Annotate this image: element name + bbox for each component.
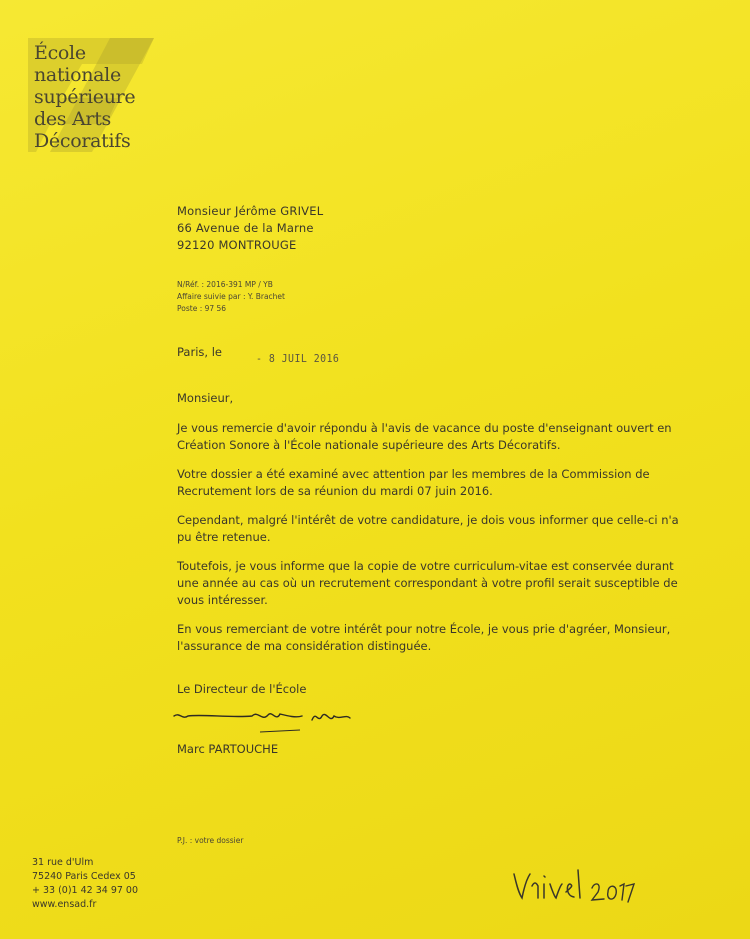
paragraph: Cependant, malgré l'intérêt de votre candidature, je dois vous informer que celle-ci n'a pu être retenue. xyxy=(177,513,679,544)
logo-line: Décoratifs xyxy=(34,130,131,152)
signature-mark xyxy=(172,700,362,734)
paragraph: Votre dossier a été examiné avec attention par les membres de la Commission de Recrutement lors de sa réunion du mardi 07 juin 2016. xyxy=(177,467,650,498)
footer-street: 31 rue d'Ulm xyxy=(32,857,94,868)
school-address xyxy=(32,856,138,912)
logo-line: des Arts xyxy=(34,108,111,130)
school-logo xyxy=(22,34,162,156)
footer-phone: + 33 (0)1 42 34 97 00 xyxy=(32,885,139,896)
footer-city: 75240 Paris Cedex 05 xyxy=(32,871,136,882)
reference-extension: Poste : 97 56 xyxy=(177,304,227,313)
recipient-city: 92120 MONTROUGE xyxy=(177,238,297,252)
logo-line: École xyxy=(34,42,86,64)
recipient-name: Monsieur Jérôme GRIVEL xyxy=(177,204,324,218)
reference-handler: Affaire suivie par : Y. Brachet xyxy=(177,292,285,301)
date-place: Paris, le xyxy=(177,345,222,359)
logo-text xyxy=(34,42,135,152)
handwritten-annotation xyxy=(508,864,638,908)
date-stamp: - 8 JUIL 2016 xyxy=(256,352,340,365)
salutation: Monsieur, xyxy=(177,391,234,405)
footer-web: www.ensad.fr xyxy=(32,899,97,910)
logo-line: supérieure xyxy=(34,86,136,108)
logo-line: nationale xyxy=(34,64,121,86)
signer-name: Marc PARTOUCHE xyxy=(177,742,279,756)
recipient-address xyxy=(177,203,323,254)
signer-title: Le Directeur de l'École xyxy=(177,682,307,696)
paragraph: Je vous remercie d'avoir répondu à l'avis de vacance du poste d'enseignant ouvert en Création Sonore à l'École nationale supérieure des Arts Décoratifs. xyxy=(177,421,672,452)
paragraph: En vous remerciant de votre intérêt pour notre École, je vous prie d'agréer, Monsieur, l'assurance de ma considération distinguée. xyxy=(177,622,671,653)
paragraph: Toutefois, je vous informe que la copie de votre curriculum-vitae est conservée durant une année au cas où un recrutement correspondant à votre profil serait susceptible de vous intéresser. xyxy=(177,559,678,607)
reference-number: N/Réf. : 2016-391 MP / YB xyxy=(177,280,273,289)
letter-body xyxy=(177,390,687,667)
enclosure-note: P.J. : votre dossier xyxy=(177,836,244,845)
reference-block xyxy=(177,279,285,315)
recipient-street: 66 Avenue de la Marne xyxy=(177,221,314,235)
